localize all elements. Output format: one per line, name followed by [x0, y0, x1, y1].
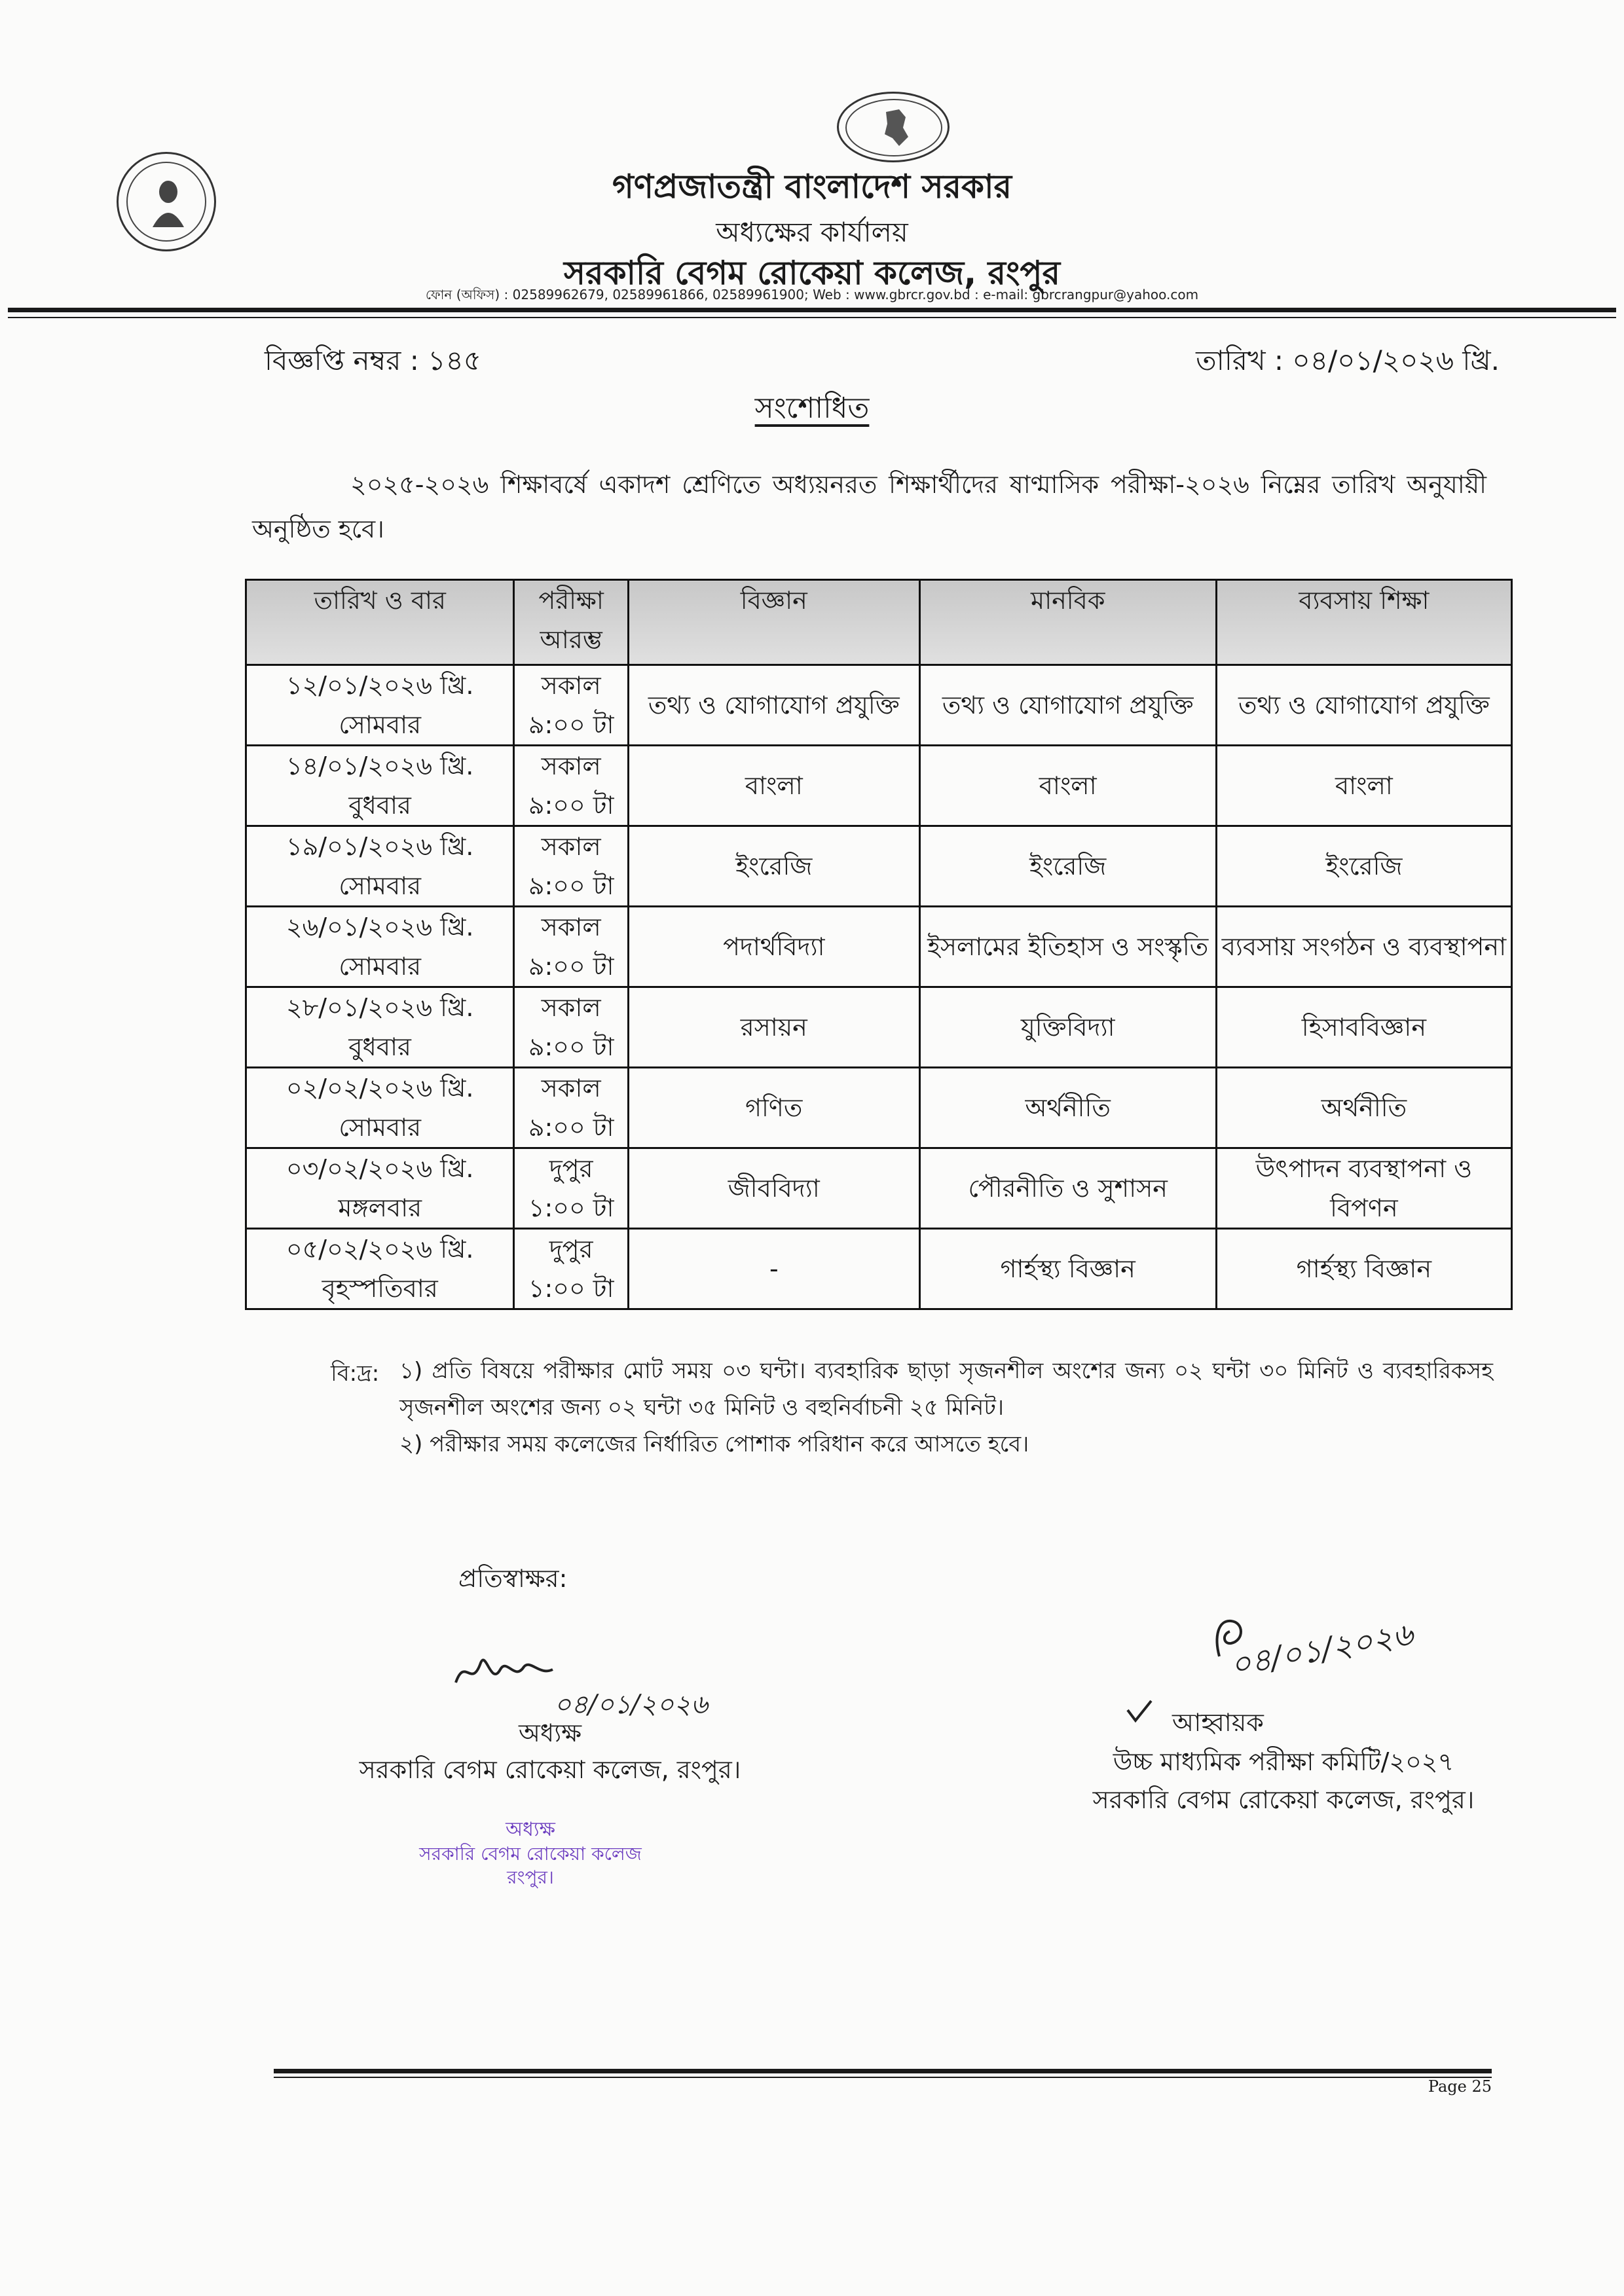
cell-date: [246, 987, 514, 1068]
check-mark-icon: [1125, 1698, 1154, 1724]
cell-business: [1216, 1148, 1511, 1229]
principal-title: অধ্যক্ষ: [518, 1719, 581, 1747]
cell-humanities: [919, 746, 1216, 826]
cell-humanities-text: ইংরেজি: [1029, 852, 1107, 881]
cell-date-text: বুধবার: [348, 1032, 411, 1061]
cell-time: [514, 826, 629, 907]
table-row: [246, 987, 1512, 1068]
cell-humanities-text: তথ্য ও যোগাযোগ প্রযুক্তি: [942, 691, 1194, 720]
notice-title: সংশোধিত: [754, 392, 870, 425]
office-name: অধ্যক্ষের কার্যালয়: [716, 216, 908, 248]
cell-science: [628, 665, 919, 746]
cell-time: [514, 907, 629, 987]
cell-date-text: সোমবার: [339, 1113, 422, 1142]
cell-time: [514, 1229, 629, 1309]
cell-date-text: বুধবার: [348, 791, 411, 820]
cell-science: [628, 987, 919, 1068]
cell-date-text: ২৬/০১/২০২৬ খ্রি.: [286, 913, 474, 941]
table-row: [246, 1068, 1512, 1148]
cell-business-text: ইংরেজি: [1325, 852, 1403, 881]
cell-humanities: [919, 826, 1216, 907]
cell-date-text: ১৯/০১/২০২৬ খ্রি.: [286, 832, 474, 861]
cell-science: [628, 746, 919, 826]
header-science: বিজ্ঞান: [628, 580, 919, 665]
cell-date: [246, 1068, 514, 1148]
table-row: [246, 746, 1512, 826]
cell-time: [514, 987, 629, 1068]
table-row: [246, 1229, 1512, 1309]
principal-stamp-city: রংপুর।: [507, 1867, 554, 1888]
cell-date-text: সোমবার: [339, 710, 422, 739]
convener-org: সরকারি বেগম রোকেয়া কলেজ, রংপুর।: [1092, 1785, 1475, 1814]
cell-date-text: সোমবার: [339, 871, 422, 900]
header-rule: [8, 308, 1616, 312]
convener-title: আহ্বায়ক: [1172, 1708, 1264, 1737]
cell-humanities: [919, 1229, 1216, 1309]
cell-business: [1216, 907, 1511, 987]
cell-time-text: সকাল: [541, 993, 601, 1022]
cell-science-text: পদার্থবিদ্যা: [723, 932, 825, 961]
cell-time-text: দুপুর: [549, 1154, 593, 1183]
table-row: [246, 1148, 1512, 1229]
cell-humanities-text: বাংলা: [1039, 771, 1097, 800]
cell-time-text: ৯:০০ টা: [528, 871, 614, 900]
cell-date-text: ১৪/০১/২০২৬ খ্রি.: [286, 752, 474, 780]
cell-science: [628, 1229, 919, 1309]
intro-paragraph: ২০২৫-২০২৬ শিক্ষাবর্ষে একাদশ শ্রেণিতে অধ্যয়নরত শিক্ষার্থীদের ষাণ্মাসিক পরীক্ষা-২০২৬ নিম্নের তারিখ অনুযায়ী অনুষ্ঠিত হবে।: [252, 470, 1486, 543]
cell-business: [1216, 826, 1511, 907]
cell-time: [514, 1068, 629, 1148]
cell-humanities-text: যুক্তিবিদ্যা: [1020, 1013, 1115, 1042]
note-1: ১) প্রতি বিষয়ে পরীক্ষার মোট সময় ০৩ ঘন্টা। ব্যবহারিক ছাড়া সৃজনশীল অংশের জন্য ০২ ঘন্টা ৩০ মিনিট ও ব্যবহারিকসহ সৃজনশীল অংশের জন্য ০২ ঘন্টা ৩৫ মিনিট ও বহুনির্বাচনী ২৫ মিনিট।: [399, 1358, 1493, 1421]
cell-date: [246, 1148, 514, 1229]
table-row: [246, 665, 1512, 746]
cell-humanities: [919, 1148, 1216, 1229]
page-number: Page 25: [1428, 2077, 1492, 2096]
cell-time-text: সকাল: [541, 671, 601, 700]
cell-business-text: গার্হস্থ্য বিজ্ঞান: [1296, 1254, 1432, 1283]
cell-science: [628, 826, 919, 907]
cell-humanities-text: ইসলামের ইতিহাস ও সংস্কৃতি: [927, 932, 1209, 961]
cell-science: [628, 1068, 919, 1148]
cell-time-text: সকাল: [541, 913, 601, 941]
cell-date: [246, 665, 514, 746]
note-label: বি:দ্র:: [331, 1360, 380, 1387]
table-row: [246, 907, 1512, 987]
cell-business: [1216, 665, 1511, 746]
contact-info: ফোন (অফিস) : 02589962679, 02589961866, 02589961900; Web : www.gbrcr.gov.bd : e-mail: gbrcrangpur@yahoo.com: [425, 287, 1199, 302]
exam-schedule-table: [245, 579, 1513, 1310]
header-humanities: মানবিক: [919, 580, 1216, 665]
cell-humanities: [919, 987, 1216, 1068]
map-icon: [879, 108, 911, 147]
footer-rule-thin: [274, 2077, 1492, 2078]
cell-humanities: [919, 907, 1216, 987]
cell-business-text: তথ্য ও যোগাযোগ প্রযুক্তি: [1238, 691, 1490, 720]
header-business: ব্যবসায় শিক্ষা: [1216, 580, 1511, 665]
cell-science: [628, 907, 919, 987]
college-name: সরকারি বেগম রোকেয়া কলেজ, রংপুর: [564, 254, 1060, 292]
cell-time-text: ১:০০ টা: [528, 1274, 614, 1303]
cell-time-text: ৯:০০ টা: [528, 710, 614, 739]
header-date: তারিখ ও বার: [246, 580, 514, 665]
government-name: গণপ্রজাতন্ত্রী বাংলাদেশ সরকার: [612, 168, 1012, 206]
cell-date: [246, 907, 514, 987]
cell-time: [514, 746, 629, 826]
government-seal: [837, 92, 950, 162]
cell-humanities-text: অর্থনীতি: [1025, 1093, 1111, 1122]
principal-stamp-title: অধ্যক্ষ: [506, 1818, 555, 1841]
cell-date-text: ০২/০২/২০২৬ খ্রি.: [286, 1074, 474, 1102]
principal-handwritten-date: ০৪/০১/২০২৬: [554, 1690, 708, 1720]
notice-date: তারিখ : ০৪/০১/২০২৬ খ্রি.: [1196, 344, 1500, 376]
cell-time-text: দুপুর: [549, 1235, 593, 1264]
cell-science-text: -: [769, 1254, 779, 1283]
cell-time: [514, 1148, 629, 1229]
cell-time-text: সকাল: [541, 1074, 601, 1102]
cell-date-text: মঙ্গলবার: [338, 1194, 422, 1222]
cell-date-text: ২৮/০১/২০২৬ খ্রি.: [286, 993, 474, 1022]
header-rule-thin: [8, 317, 1616, 318]
convener-committee: উচ্চ মাধ্যমিক পরীক্ষা কমিটি/২০২৭: [1113, 1747, 1454, 1776]
footer-rule: [274, 2069, 1492, 2073]
cell-time-text: ৯:০০ টা: [528, 791, 614, 820]
principal-org: সরকারি বেগম রোকেয়া কলেজ, রংপুর।: [359, 1755, 741, 1784]
cell-time-text: সকাল: [541, 832, 601, 861]
cell-business: [1216, 1068, 1511, 1148]
cell-business: [1216, 1229, 1511, 1309]
cell-business-text: উৎপাদন ব্যবস্থাপনা ও বিপণন: [1255, 1154, 1473, 1222]
convener-handwritten-date: ০৪/০১/২০২৬: [1227, 1616, 1416, 1685]
cell-humanities: [919, 665, 1216, 746]
cell-business: [1216, 746, 1511, 826]
cell-science: [628, 1148, 919, 1229]
cell-business-text: হিসাববিজ্ঞান: [1301, 1013, 1426, 1042]
cell-business-text: অর্থনীতি: [1321, 1093, 1407, 1122]
cell-date: [246, 826, 514, 907]
cell-humanities-text: গার্হস্থ্য বিজ্ঞান: [1000, 1254, 1135, 1283]
cell-business-text: বাংলা: [1335, 771, 1393, 800]
notice-number: বিজ্ঞপ্তি নম্বর : ১৪৫: [265, 344, 481, 376]
cell-time-text: সকাল: [541, 752, 601, 780]
table-row: [246, 826, 1512, 907]
cell-date: [246, 1229, 514, 1309]
cell-date-text: ০৩/০২/২০২৬ খ্রি.: [286, 1154, 474, 1183]
cell-science-text: ইংরেজি: [735, 852, 813, 881]
cell-time-text: ৯:০০ টা: [528, 952, 614, 981]
principal-stamp-org: সরকারি বেগম রোকেয়া কলেজ: [419, 1843, 642, 1865]
cell-date-text: ০৫/০২/২০২৬ খ্রি.: [286, 1235, 474, 1264]
cell-science-text: রসায়ন: [740, 1013, 807, 1042]
cell-science-text: গণিত: [745, 1093, 803, 1122]
cell-business: [1216, 987, 1511, 1068]
cell-time-text: ৯:০০ টা: [528, 1032, 614, 1061]
cell-science-text: তথ্য ও যোগাযোগ প্রযুক্তি: [648, 691, 900, 720]
cell-science-text: জীববিদ্যা: [728, 1174, 820, 1203]
cell-humanities: [919, 1068, 1216, 1148]
cell-date-text: ১২/০১/২০২৬ খ্রি.: [286, 671, 474, 700]
note-2: ২) পরীক্ষার সময় কলেজের নির্ধারিত পোশাক পরিধান করে আসতে হবে।: [399, 1431, 1029, 1457]
cell-date: [246, 746, 514, 826]
cell-time-text: ১:০০ টা: [528, 1194, 614, 1222]
table-header-row: [246, 580, 1512, 665]
cell-science-text: বাংলা: [745, 771, 803, 800]
cell-date-text: বৃহস্পতিবার: [322, 1274, 438, 1303]
countersign-label: প্রতিস্বাক্ষর:: [458, 1564, 568, 1593]
cell-time-text: ৯:০০ টা: [528, 1113, 614, 1142]
cell-date-text: সোমবার: [339, 952, 422, 981]
cell-business-text: ব্যবসায় সংগঠন ও ব্যবস্থাপনা: [1221, 932, 1507, 961]
header-time: পরীক্ষা আরম্ভ: [514, 580, 629, 665]
principal-signature: [452, 1650, 557, 1696]
cell-humanities-text: পৌরনীতি ও সুশাসন: [968, 1174, 1168, 1203]
cell-time: [514, 665, 629, 746]
